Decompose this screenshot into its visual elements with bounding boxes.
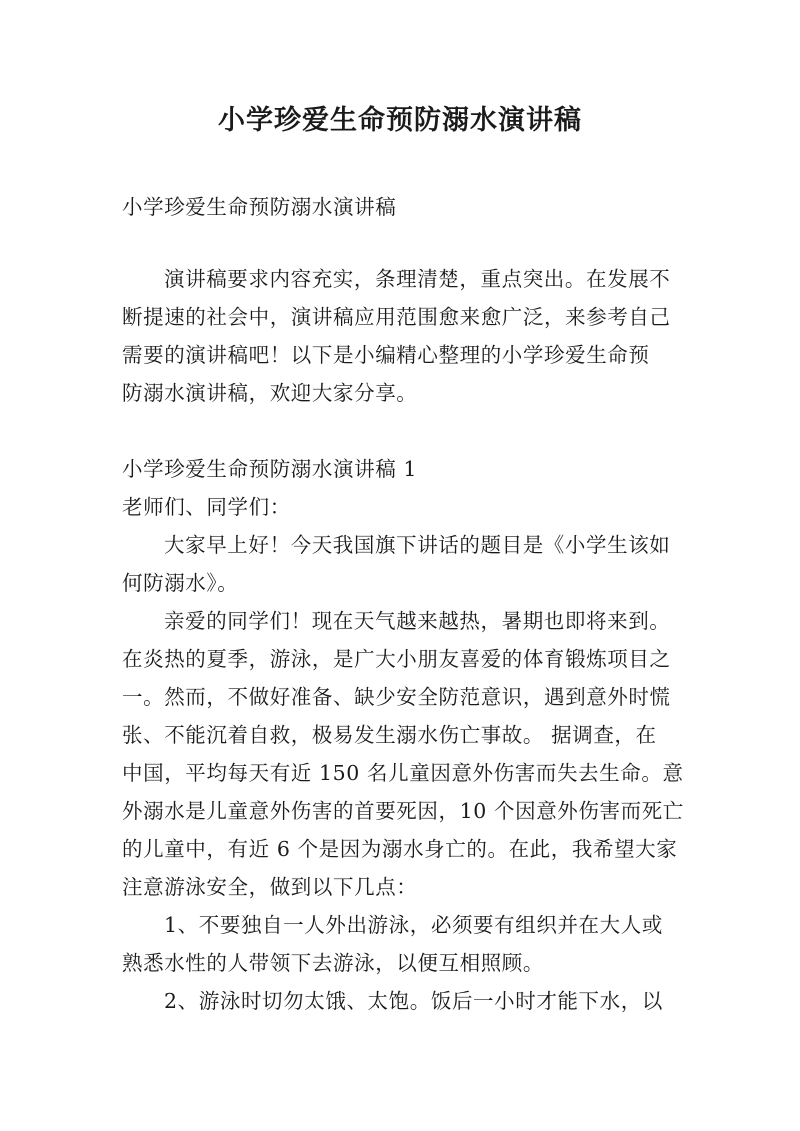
speech-line: 何防溺水》。 — [122, 571, 239, 595]
speech-line: 大家早上好！今天我国旗下讲话的题目是《小学生该如 — [164, 533, 671, 557]
speech-line: 亲爱的同学们！现在天气越来越热，暑期也即将来到。 — [164, 609, 671, 633]
intro-line: 断提速的社会中，演讲稿应用范围愈来愈广泛，来参考自己 — [122, 305, 671, 329]
speech-line: 一。然而，不做好准备、缺少安全防范意识，遇到意外时慌 — [122, 685, 671, 709]
speech-line: 的儿童中，有近 6 个是因为溺水身亡的。在此，我希望大家 — [122, 837, 678, 861]
section-heading: 小学珍爱生命预防溺水演讲稿 1 — [122, 457, 418, 481]
intro-line: 防溺水演讲稿，欢迎大家分享。 — [122, 381, 418, 405]
intro-paragraph — [122, 260, 682, 412]
intro-line: 演讲稿要求内容充实，条理清楚，重点突出。在发展不 — [164, 267, 671, 291]
subtitle-block — [122, 188, 682, 226]
subtitle: 小学珍爱生命预防溺水演讲稿 — [122, 195, 397, 219]
speech-section — [122, 450, 682, 1020]
speech-line: 中国，平均每天有近 150 名儿童因意外伤害而失去生命。意 — [122, 761, 684, 785]
speech-line: 2、游泳时切勿太饿、太饱。饭后一小时才能下水，以 — [164, 989, 663, 1013]
speech-line: 在炎热的夏季，游泳，是广大小朋友喜爱的体育锻炼项目之 — [122, 647, 671, 671]
speech-line: 熟悉水性的人带领下去游泳，以便互相照顾。 — [122, 951, 544, 975]
intro-line: 需要的演讲稿吧！以下是小编精心整理的小学珍爱生命预 — [122, 343, 650, 367]
speech-line: 外溺水是儿童意外伤害的首要死因，10 个因意外伤害而死亡 — [122, 799, 684, 823]
speech-line: 张、不能沉着自救，极易发生溺水伤亡事故。 据调查，在 — [122, 723, 657, 747]
speech-line: 注意游泳安全，做到以下几点： — [122, 875, 418, 899]
document-title: 小学珍爱生命预防溺水演讲稿 — [218, 105, 582, 136]
greeting: 老师们、同学们： — [122, 495, 291, 519]
speech-line: 1、不要独自一人外出游泳，必须要有组织并在大人或 — [164, 913, 663, 937]
